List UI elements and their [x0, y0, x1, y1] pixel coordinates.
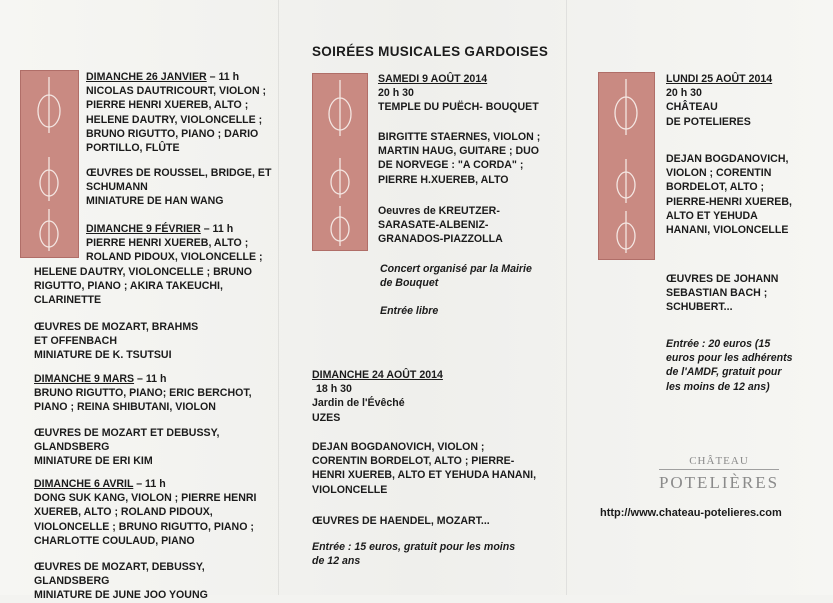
- works-line: ŒUVRES DE ROUSSEL, BRIDGE, ET: [86, 167, 272, 179]
- entry-line: de 12 ans: [312, 555, 361, 568]
- works-line: SEBASTIAN BACH ;: [666, 287, 768, 300]
- event-date: DIMANCHE 9 MARS: [34, 373, 135, 385]
- works-line: Oeuvres de KREUTZER-: [378, 205, 500, 217]
- event-aug9: [378, 72, 539, 115]
- event-aug9-works: [378, 204, 503, 247]
- artist-line: CHARLOTTE COULAUD, PIANO: [34, 534, 195, 547]
- event-date: DIMANCHE 26 JANVIER: [86, 71, 207, 83]
- event-aug24-entry: [312, 540, 515, 568]
- works-line: GLANDSBERG: [34, 575, 110, 588]
- artist-line: ROLAND PIDOUX, VIOLONCELLE ;: [86, 251, 263, 264]
- artist-line: VIOLONCELLE: [312, 483, 388, 496]
- works-line: ŒUVRES DE JOHANN: [666, 273, 779, 285]
- event-city: UZES: [312, 411, 341, 424]
- event-venue: Jardin de l'Évêché: [312, 397, 405, 410]
- event-jan: [86, 70, 266, 155]
- website-link[interactable]: http://www.chateau-potelieres.com: [600, 507, 782, 519]
- event-time: 20 h 30: [666, 87, 702, 100]
- artist-line: DE NORVEGE : "A CORDA" ;: [378, 159, 524, 172]
- artist-line: RIGUTTO, PIANO ; AKIRA TAKEUCHI,: [34, 280, 223, 293]
- event-feb-artists: [34, 265, 252, 308]
- logo-line: POTELIÈRES: [658, 473, 780, 492]
- event-jan-works: [86, 166, 271, 209]
- event-aug25-works: [666, 272, 778, 315]
- event-time: – 11 h: [134, 373, 167, 385]
- event-aug24: [312, 368, 443, 425]
- artist-line: BIRGITTE STAERNES, VIOLON ;: [378, 131, 541, 143]
- entry-line: euros pour les adhérents: [666, 352, 793, 365]
- event-time: 18 h 30: [316, 383, 352, 396]
- artist-line: PIERRE HENRI XUEREB, ALTO ;: [86, 99, 249, 112]
- event-apr: [34, 477, 256, 548]
- artist-line: PIERRE HENRI XUEREB, ALTO ;: [86, 237, 249, 250]
- works-line: SCHUMANN: [86, 181, 148, 194]
- artist-line: XUEREB, ALTO ; ROLAND PIDOUX,: [34, 506, 213, 519]
- works-line: GLANDSBERG: [34, 441, 110, 454]
- event-date: DIMANCHE 24 AOÛT 2014: [312, 369, 443, 381]
- event-venue: DE POTELIERES: [666, 115, 751, 128]
- event-time: 20 h 30: [378, 87, 414, 100]
- artist-line: MARTIN HAUG, GUITARE ; DUO: [378, 145, 540, 158]
- artist-line: PIANO ; REINA SHIBUTANI, VIOLON: [34, 401, 216, 414]
- works-line: MINIATURE DE JUNE JOO YOUNG: [34, 589, 208, 602]
- page-title: SOIRÉES MUSICALES GARDOISES: [312, 44, 549, 59]
- artist-line: CORENTIN BORDELOT, ALTO ; PIERRE-: [312, 455, 515, 468]
- works-line: ET OFFENBACH: [34, 335, 117, 348]
- fold-line: [278, 0, 279, 595]
- event-aug9-artists: [378, 130, 540, 187]
- event-time: – 11 h: [200, 223, 234, 235]
- artist-line: HELENE DAUTRY, VIOLONCELLE ;: [86, 113, 263, 126]
- event-aug9-entry: Entrée libre: [380, 305, 439, 317]
- entry-line: de l'AMDF, gratuit pour: [666, 366, 782, 379]
- event-aug24-works: ŒUVRES DE HAENDEL, MOZART...: [312, 515, 490, 527]
- artist-line: DEJAN BOGDANOVICH,: [666, 153, 789, 165]
- artist-line: HELENE DAUTRY, VIOLONCELLE ; BRUNO: [34, 266, 252, 278]
- artist-line: HENRI XUEREB, ALTO ET YEHUDA HANANI,: [312, 469, 537, 482]
- artist-line: BORDELOT, ALTO ;: [666, 181, 765, 194]
- works-line: ŒUVRES DE MOZART, BRAHMS: [34, 321, 199, 333]
- artist-line: PIERRE-HENRI XUEREB,: [666, 195, 792, 208]
- artist-line: NICOLAS DAUTRICOURT, VIOLON ;: [86, 85, 267, 98]
- logo-rule: [659, 469, 779, 470]
- works-line: SCHUBERT...: [666, 301, 733, 314]
- artist-line: PIERRE H.XUEREB, ALTO: [378, 173, 509, 186]
- event-aug24-artists: [312, 440, 536, 497]
- artist-line: VIOLONCELLE ; BRUNO RIGUTTO, PIANO ;: [34, 520, 254, 533]
- cello-illustration: [20, 70, 79, 258]
- artist-line: VIOLON ; CORENTIN: [666, 167, 772, 180]
- entry-line: Entrée : 20 euros (15: [666, 338, 771, 350]
- cello-illustration: [312, 73, 368, 251]
- event-aug9-note: [380, 262, 532, 290]
- works-line: ŒUVRES DE MOZART ET DEBUSSY,: [34, 427, 220, 439]
- logo-line: CHÂTEAU: [689, 455, 749, 467]
- event-time: – 11 h: [206, 71, 240, 83]
- artist-line: BRUNO RIGUTTO, PIANO; ERIC BERCHOT,: [34, 387, 252, 400]
- event-venue: CHÂTEAU: [666, 101, 718, 114]
- event-date: DIMANCHE 9 FÉVRIER: [86, 223, 201, 235]
- works-line: MINIATURE DE K. TSUTSUI: [34, 349, 172, 362]
- note-line: Concert organisé par la Mairie: [380, 263, 532, 275]
- event-venue: TEMPLE DU PUËCH- BOUQUET: [378, 101, 539, 114]
- event-date: SAMEDI 9 AOÛT 2014: [378, 73, 488, 85]
- event-apr-works: [34, 560, 208, 603]
- works-line: MINIATURE DE ERI KIM: [34, 455, 153, 468]
- cello-illustration: [598, 72, 655, 260]
- works-line: ŒUVRES DE MOZART, DEBUSSY,: [34, 561, 205, 573]
- event-date: DIMANCHE 6 AVRIL: [34, 478, 134, 490]
- entry-line: les moins de 12 ans): [666, 380, 770, 393]
- artist-line: BRUNO RIGUTTO, PIANO ; DARIO: [86, 127, 259, 140]
- event-mar: [34, 372, 252, 415]
- event-mar-works: [34, 426, 219, 469]
- event-feb: [86, 222, 263, 265]
- event-aug25-entry: [666, 337, 793, 394]
- artist-line: DEJAN BOGDANOVICH, VIOLON ;: [312, 441, 485, 453]
- artist-line: DONG SUK KANG, VIOLON ; PIERRE HENRI: [34, 492, 257, 505]
- event-time: – 11 h: [133, 478, 166, 490]
- event-feb-works: [34, 320, 198, 363]
- works-line: GRANADOS-PIAZZOLLA: [378, 233, 503, 246]
- event-aug25-artists: [666, 152, 792, 237]
- note-line: de Bouquet: [380, 277, 439, 290]
- artist-line: HANANI, VIOLONCELLE: [666, 224, 789, 237]
- event-date: LUNDI 25 AOÛT 2014: [666, 73, 773, 85]
- artist-line: CLARINETTE: [34, 294, 102, 307]
- works-line: SARASATE-ALBENIZ-: [378, 219, 489, 232]
- artist-line: ALTO ET YEHUDA: [666, 209, 758, 222]
- works-line: MINIATURE DE HAN WANG: [86, 195, 224, 208]
- event-aug25: [666, 72, 772, 129]
- artist-line: PORTILLO, FLÛTE: [86, 142, 180, 155]
- entry-line: Entrée : 15 euros, gratuit pour les moins: [312, 541, 516, 553]
- fold-line: [566, 0, 567, 595]
- chateau-logo: [644, 455, 794, 493]
